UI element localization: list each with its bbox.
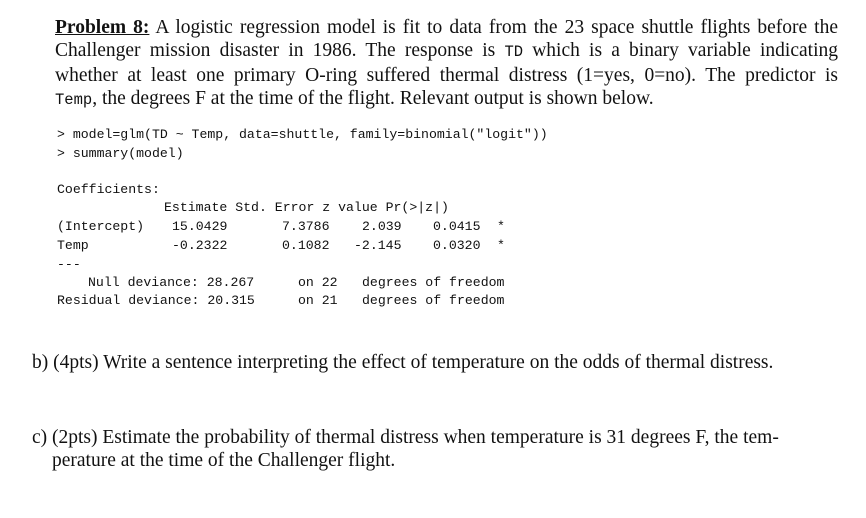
question-part-b: b) (4pts) Write a sentence interpreting the effect of temperature on the odds of thermal distress. xyxy=(32,352,774,373)
coefficients-heading: Coefficients: xyxy=(57,182,160,197)
coefficients-table-header: Estimate Std. Error z value Pr(>|z|) xyxy=(164,200,449,215)
question-part-c xyxy=(32,426,779,472)
null-deviance-df: on 22 xyxy=(298,275,338,290)
r-command-summary: > summary(model) xyxy=(57,146,184,161)
residual-deviance: Residual deviance: 20.315 xyxy=(57,293,255,308)
separator-line: --- xyxy=(57,257,81,272)
predictor-variable-code: Temp xyxy=(55,91,93,109)
null-deviance: Null deviance: 28.267 xyxy=(88,275,255,290)
problem-line-2 xyxy=(55,39,838,64)
problem-line-1-text: A logistic regression model is fit to data from the 23 space shuttle flights before the xyxy=(149,17,838,38)
problem-line-4-text: , the degrees F at the time of the flight. Relevant output is shown below. xyxy=(92,88,654,109)
row-signif: * xyxy=(497,219,505,234)
row-estimate: -0.2322 xyxy=(172,238,228,253)
r-command-glm: > model=glm(TD ~ Temp, data=shuttle, family=binomial("logit")) xyxy=(57,127,548,142)
row-z-value: 2.039 xyxy=(362,219,402,234)
problem-line-4 xyxy=(55,87,838,112)
row-p-value: 0.0415 xyxy=(433,219,481,234)
problem-line-1 xyxy=(55,16,838,39)
residual-deviance-dof: degrees of freedom xyxy=(362,293,505,308)
residual-deviance-df: on 21 xyxy=(298,293,338,308)
row-name: Temp xyxy=(57,238,89,253)
row-p-value: 0.0320 xyxy=(433,238,481,253)
response-variable-code: TD xyxy=(504,43,524,61)
row-std-error: 7.3786 xyxy=(282,219,330,234)
question-part-c-line-1: c) (2pts) Estimate the probability of thermal distress when temperature is 31 degrees F, the tem- xyxy=(32,427,779,448)
problem-label: Problem 8: xyxy=(55,17,150,38)
row-z-value: -2.145 xyxy=(354,238,402,253)
row-estimate: 15.0429 xyxy=(172,219,228,234)
row-name: (Intercept) xyxy=(57,219,145,234)
null-deviance-dof: degrees of freedom xyxy=(362,275,505,290)
row-std-error: 0.1082 xyxy=(282,238,330,253)
problem-statement xyxy=(55,16,838,112)
question-part-c-line-2: perature at the time of the Challenger flight. xyxy=(52,450,396,471)
problem-line-2-rest: which is a binary variable indicating xyxy=(523,40,838,61)
problem-line-3: whether at least one primary O-ring suffered thermal distress (1=yes, 0=no). The predictor is xyxy=(55,65,838,86)
row-signif: * xyxy=(497,238,505,253)
problem-line-2-text: Challenger mission disaster in 1986. The response is xyxy=(55,40,505,61)
